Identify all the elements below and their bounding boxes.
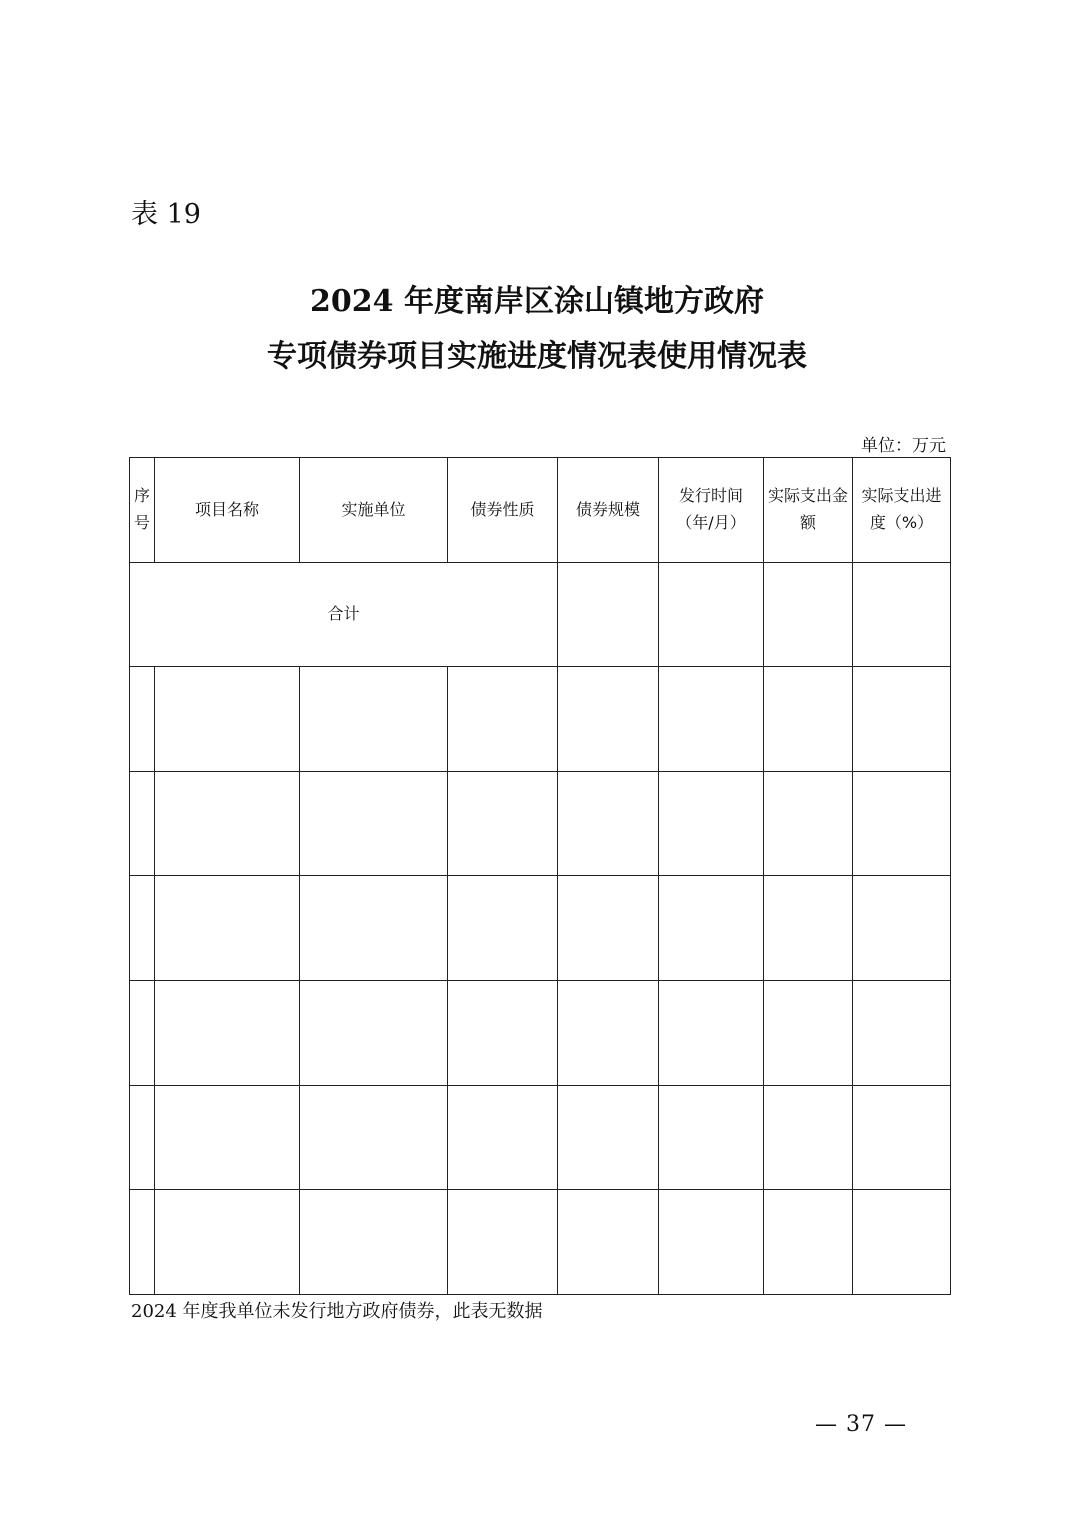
table-row	[130, 1085, 951, 1190]
table-cell	[448, 667, 558, 772]
table-cell	[130, 1085, 155, 1190]
page-number: — 37 —	[815, 1412, 907, 1437]
table-row	[130, 876, 951, 981]
table-cell	[659, 1085, 764, 1190]
table-cell	[853, 980, 951, 1085]
table-cell	[300, 667, 448, 772]
table-row	[130, 771, 951, 876]
table-cell	[853, 1085, 951, 1190]
table-row	[130, 667, 951, 772]
header-issue-time: 发行时间（年/月）	[659, 458, 764, 563]
table-cell	[764, 980, 853, 1085]
bond-usage-table	[129, 457, 951, 1295]
table-cell	[764, 771, 853, 876]
table-row	[130, 1190, 951, 1295]
table-cell	[558, 876, 659, 981]
table-cell	[558, 1085, 659, 1190]
table-cell	[853, 562, 951, 667]
table-cell	[764, 1190, 853, 1295]
table-cell	[853, 876, 951, 981]
table-cell	[155, 1190, 300, 1295]
table-cell	[130, 667, 155, 772]
header-actual-amount: 实际支出金额	[764, 458, 853, 563]
page-title-line-1: 2024 年度南岸区涂山镇地方政府	[310, 284, 764, 319]
table-cell	[764, 876, 853, 981]
table-cell	[659, 771, 764, 876]
header-bond-scale: 债券规模	[558, 458, 659, 563]
header-seq: 序号	[130, 458, 155, 563]
table-cell	[130, 771, 155, 876]
table-cell	[448, 1190, 558, 1295]
table-cell	[130, 876, 155, 981]
table-label: 表 19	[131, 199, 201, 230]
table-cell	[558, 562, 659, 667]
table-cell	[155, 980, 300, 1085]
unit-label: 单位：万元	[861, 436, 946, 456]
table-cell	[659, 1190, 764, 1295]
table-row	[130, 980, 951, 1085]
table-cell	[300, 1085, 448, 1190]
table-cell	[764, 667, 853, 772]
total-row	[130, 562, 951, 667]
page-title-line-2: 专项债券项目实施进度情况表使用情况表	[267, 339, 807, 374]
table-cell	[448, 771, 558, 876]
table-cell	[659, 667, 764, 772]
table-cell	[558, 1190, 659, 1295]
header-bond-nature: 债券性质	[448, 458, 558, 563]
table-cell	[448, 980, 558, 1085]
table-cell	[853, 1190, 951, 1295]
table-header-row	[130, 458, 951, 563]
header-actual-progress: 实际支出进度（%）	[853, 458, 951, 563]
footnote: 2024 年度我单位未发行地方政府债券，此表无数据	[131, 1301, 543, 1322]
table-cell	[764, 562, 853, 667]
table-cell	[853, 667, 951, 772]
table-cell	[558, 771, 659, 876]
table-cell	[155, 771, 300, 876]
table-cell	[558, 667, 659, 772]
table-cell	[659, 562, 764, 667]
header-project-name: 项目名称	[155, 458, 300, 563]
table-cell	[130, 1190, 155, 1295]
table-cell	[300, 771, 448, 876]
table-cell	[155, 667, 300, 772]
table-cell	[659, 980, 764, 1085]
table-cell	[764, 1085, 853, 1190]
table-cell	[300, 1190, 448, 1295]
table-cell	[448, 876, 558, 981]
table-cell	[300, 876, 448, 981]
table-cell	[155, 1085, 300, 1190]
total-label: 合计	[130, 562, 558, 667]
header-implementing-unit: 实施单位	[300, 458, 448, 563]
table-cell	[155, 876, 300, 981]
table-cell	[659, 876, 764, 981]
table-cell	[448, 1085, 558, 1190]
table-cell	[300, 980, 448, 1085]
table-cell	[130, 980, 155, 1085]
table-cell	[853, 771, 951, 876]
table-cell	[558, 980, 659, 1085]
